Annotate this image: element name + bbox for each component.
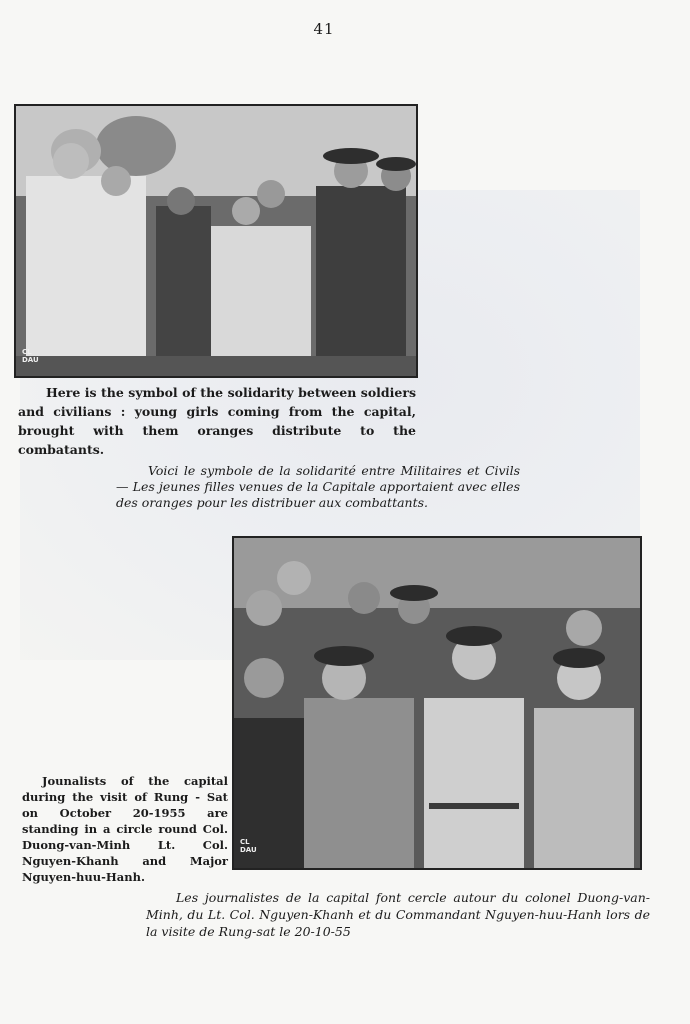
caption-fr-journalists: Les journalistes de la capital font cercle autour du colonel Duong-van-Minh, du Lt. Col. Nguyen-Khanh et du Commandant Nguyen-huu-Hanh lors de la visite de Rung-sat le 20-10-55 (146, 890, 650, 939)
photo-journalists (232, 536, 642, 870)
photo-credit: CL DAU (240, 838, 257, 854)
caption-en-solidarity: Here is the symbol of the solidarity between soldiers and civilians : young girls coming from the capital, brought with them oranges distribute to the combatants. (18, 385, 416, 457)
page-number: 41 (313, 20, 335, 38)
photo-credit: CL DAU (22, 348, 39, 364)
photo-journalists-image (234, 538, 640, 868)
caption-fr-solidarity: Voici le symbole de la solidarité entre Militaires et Civils — Les jeunes filles venues de la Capitale apportaient avec elles des oranges pour les distribuer aux combattants. (116, 463, 520, 510)
photo-soldiers-civilians (14, 104, 418, 378)
photo-soldiers-civilians-image (16, 106, 416, 376)
caption-en-journalists: Jounalists of the capital during the visit of Rung - Sat on October 20-1955 are standing in a circle round Col. Duong-van-Minh Lt. Col. Nguyen-Khanh and Major Nguyen-huu-Hanh. (22, 774, 228, 884)
